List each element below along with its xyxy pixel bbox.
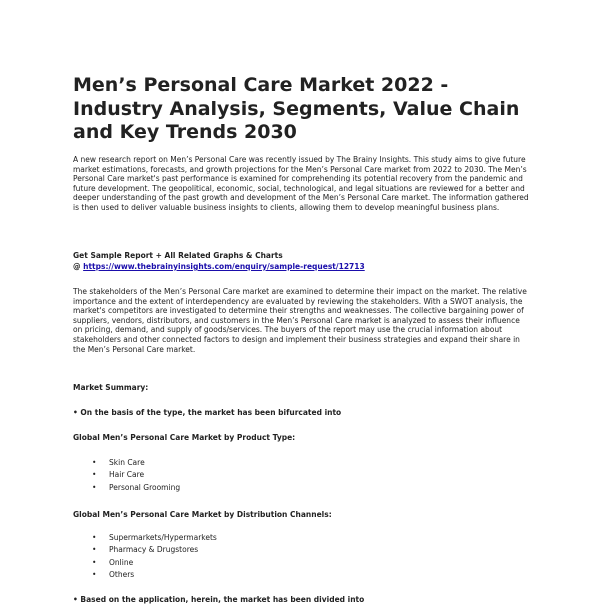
intro-paragraph: A new research report on Men’s Personal Care was recently issued by The Brainy Insights. This study aims to give future market estimations, forecasts, and growth projections for the Men’s Personal Care market from 2022 to 2030. The Men’s Personal Care market's past performance is examined for comprehending its potential recovery from the pandemic and future development. The geopolitical, economic, social, technological, and legal situations are reviewed for a better and deeper understanding of the past growth and development of the Men’s Personal Care market. The information gathered is then used to deliver valuable business insights to clients, allowing them to develop meaningful business plans. [73, 155, 529, 212]
stakeholders-paragraph: The stakeholders of the Men’s Personal Care market are examined to determine their impact on the market. The relative importance and the extent of interdependency are evaluated by reviewing the stakeholders. With a SWOT analysis, the market's competitors are investigated to determine their strengths and weaknesses. The collective bargaining power of suppliers, vendors, distributors, and customers in the Men’s Personal Care market is analyzed to assess their influence on pricing, demand, and supply of goods/services. The buyers of the report may use the crucial information about stakeholders and other connected factors to design and implement their business strategies and expand their share in the Men’s Personal Care market. [73, 287, 527, 354]
sample-link-line [73, 262, 365, 272]
list-item: • Personal Grooming [92, 482, 180, 494]
page-title: Men’s Personal Care Market 2022 - Industry Analysis, Segments, Value Chain and Key Trends 2030 [73, 74, 520, 143]
product-type-heading: Global Men’s Personal Care Market by Product Type: [73, 433, 296, 442]
sample-request-link[interactable]: https://www.thebrainyinsights.com/enquiry/sample-request/12713 [83, 262, 365, 271]
list-item: • Supermarkets/Hypermarkets [92, 532, 217, 544]
bullet-icon: • [92, 470, 97, 480]
sample-link-prefix: @ [73, 262, 84, 271]
bullet-icon: • [92, 533, 97, 542]
application-bullet-point: • Based on the application, herein, the market has been divided into [73, 595, 365, 604]
list-item: • Skin Care [92, 457, 180, 469]
bullet-icon: • [92, 570, 97, 580]
list-item: • Others [92, 569, 217, 581]
list-item: • Pharmacy & Drugstores [92, 544, 217, 556]
distribution-list [92, 532, 217, 582]
market-summary-heading: Market Summary: [73, 383, 149, 392]
list-item: • Online [92, 557, 217, 569]
type-bullet-point: • On the basis of the type, the market has been bifurcated into [73, 408, 342, 417]
bullet-icon: • [92, 458, 97, 467]
bullet-icon: • [92, 482, 97, 492]
sample-report-label: Get Sample Report + All Related Graphs & Charts [73, 251, 283, 260]
product-type-list [92, 457, 180, 494]
distribution-heading: Global Men’s Personal Care Market by Distribution Channels: [73, 510, 332, 519]
list-item: • Hair Care [92, 469, 180, 481]
bullet-icon: • [92, 545, 97, 555]
bullet-icon: • [92, 557, 97, 567]
